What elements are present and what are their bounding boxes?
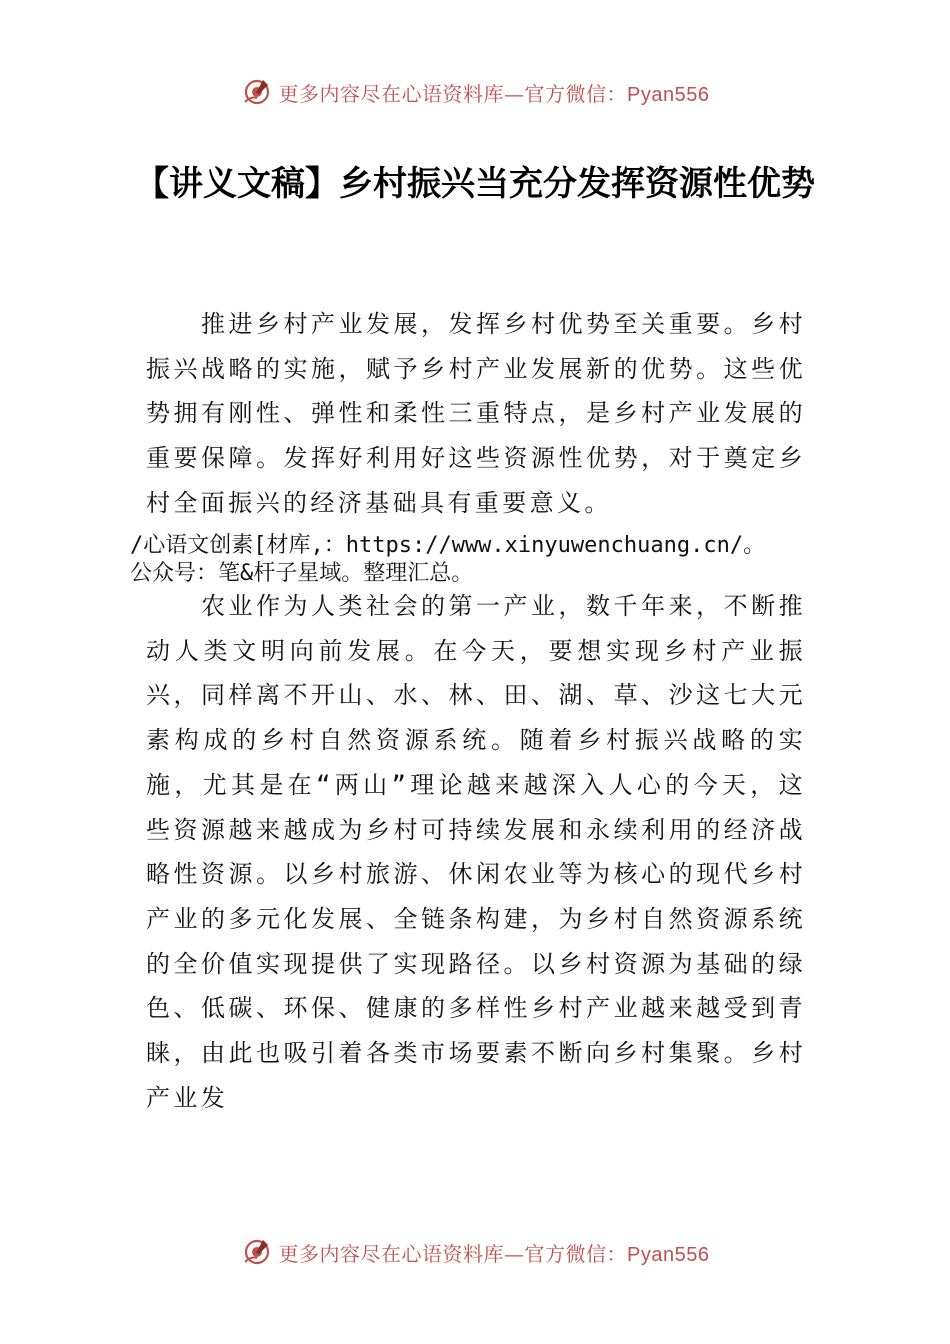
header-banner bbox=[0, 72, 950, 112]
document-title: 【讲义文稿】乡村振兴当充分发挥资源性优势 bbox=[135, 164, 815, 204]
source-note bbox=[130, 532, 830, 588]
header-wechat-id: Pyan556 bbox=[627, 83, 710, 106]
library-logo-icon bbox=[241, 1236, 273, 1268]
header-banner-label: 更多内容尽在心语资料库—官方微信： bbox=[278, 81, 628, 106]
header-banner-text bbox=[279, 78, 710, 107]
footer-wechat-id: Pyan556 bbox=[627, 1243, 710, 1266]
library-logo-icon bbox=[241, 76, 273, 108]
footer-banner bbox=[0, 1232, 950, 1272]
source-note-line-1: /心语文创素[材库,：https://www.xinyuwenchuang.cn/。 bbox=[130, 533, 766, 558]
paragraph-2: 农业作为人类社会的第一产业，数千年来，不断推动人类文明向前发展。在今天，要想实现乡村产业振兴，同样离不开山、水、林、田、湖、草、沙这七大元素构成的乡村自然资源系统。随着乡村振兴战略的实施，尤其是在“两山”理论越来越深入人心的今天，这些资源越来越成为乡村可持续发展和永续利用的经济战略性资源。以乡村旅游、休闲农业等为核心的现代乡村产业的多元化发展、全链条构建，为乡村自然资源系统的全价值实现提供了实现路径。以乡村资源为基础的绿色、低碳、环保、健康的多样性乡村产业越来越受到青睐，由此也吸引着各类市场要素不断向乡村集聚。乡村产业发 bbox=[146, 592, 806, 1112]
source-note-line-2: 公众号：笔&杆子星域。整理汇总。 bbox=[130, 561, 474, 586]
footer-banner-text bbox=[279, 1238, 710, 1267]
paragraph-1: 推进乡村产业发展，发挥乡村优势至关重要。乡村振兴战略的实施，赋予乡村产业发展新的优势。这些优势拥有刚性、弹性和柔性三重特点，是乡村产业发展的重要保障。发挥好利用好这些资源性优势，对于奠定乡村全面振兴的经济基础具有重要意义。 bbox=[146, 310, 806, 517]
footer-banner-label: 更多内容尽在心语资料库—官方微信： bbox=[278, 1241, 628, 1266]
